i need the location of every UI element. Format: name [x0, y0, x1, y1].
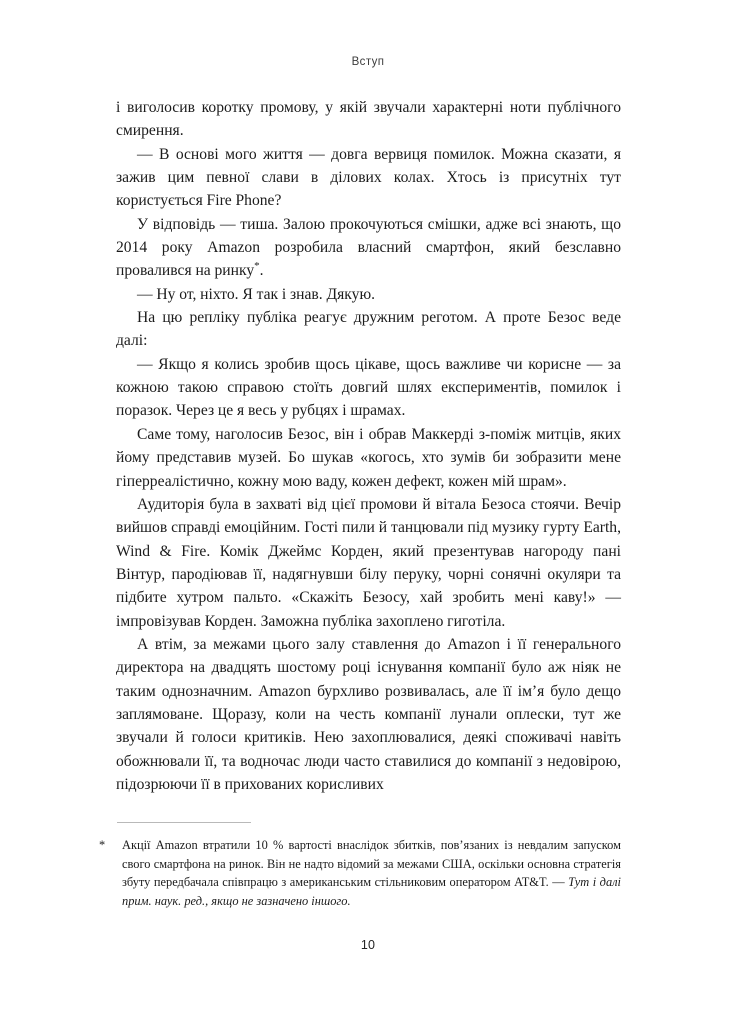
paragraph-6: — Якщо я колись зробив щось цікаве, щось важливе чи корисне — за кожною такою справою стоїть довгий шлях експериментів, помилок і поразок. Через це я весь у рубцях і шрамах.	[116, 355, 621, 420]
paragraph-2: — В основі мого життя — довга вервиця помилок. Можна сказати, я зажив цим певної слави в ділових колах. Хтось із присутніх тут користується Fire Phone?	[116, 145, 621, 210]
page-number: 10	[360, 938, 376, 952]
paragraph-7: Саме тому, наголосив Безос, він і обрав Маккерді з-поміж митців, яких йому представив музей. Бо шукав «когось, хто зумів би зобразити мене гіперреалістично, кожну мою ваду, кожен дефект, кожен мій шрам».	[116, 425, 621, 490]
footnote-item	[99, 836, 621, 910]
footnote-text-italic: Тут і далі прим. наук. ред., якщо не зазначено іншого.	[122, 875, 621, 908]
footnote-separator-rule	[117, 822, 251, 823]
footnote-area	[99, 822, 621, 910]
footnote-reference-marker[interactable]: *	[254, 260, 260, 273]
running-head: Вступ	[351, 56, 385, 68]
body-text-column	[116, 96, 621, 796]
paragraph-4: — Ну от, ніхто. Я так і знав. Дякую.	[137, 285, 375, 303]
paragraph-1: і виголосив коротку промову, у якій звучали характерні ноти публічного смирення.	[116, 99, 621, 140]
paragraph-5: На цю репліку публіка реагує дружним реготом. А проте Безос веде далі:	[116, 309, 621, 350]
paragraph-3-text-after-footnote: .	[259, 262, 264, 280]
footnote-text-roman: Акції Amazon втратили 10 % вартості внаслідок збитків, пов’язаних із невдалим запуском свого смартфона на ринок. Він не надто відомий за межами США, оскільки основна стратегія збуту передбачала співпрацю з американським стільниковим оператором AT&T. —	[122, 838, 621, 890]
paragraph-3	[116, 213, 621, 283]
paragraph-9: А втім, за межами цього залу ставлення до Amazon і її генерального директора на двадцять шостому році існування компанії було аж ніяк не таким однозначним. Amazon бурхливо розвивалась, але її ім’я було дещо заплямоване. Щоразу, коли на честь компанії лунали оплески, тут же звучали й голоси критиків. Нею захоплювалися, деякі споживачі навіть обожнювали її, та водночас люди часто ставилися до компанії з недовірою, підозрюючи її в прихованих корисливих	[116, 635, 621, 793]
paragraph-8: Аудиторія була в захваті від цієї промови й вітала Безоса стоячи. Вечір вийшов справді емоційним. Гості пили й танцювали під музику гурту Earth, Wind & Fire. Комік Джеймс Корден, який презентував нагороду пані Вінтур, пародіював її, надягнувши білу перуку, чорні сонячні окуляри та підбите хутром пальто. «Скажіть Безосу, хай зробить мені каву!» — імпровізував Корден. Заможна публіка захоплено гиготіла.	[116, 495, 621, 630]
footnote-marker: *	[99, 838, 106, 852]
paragraph-3-text-before-footnote: У відповідь — тиша. Залою прокочуються смішки, адже всі знають, що 2014 року Amazon розробила власний смартфон, який безславно провалився на ринку	[116, 215, 621, 280]
